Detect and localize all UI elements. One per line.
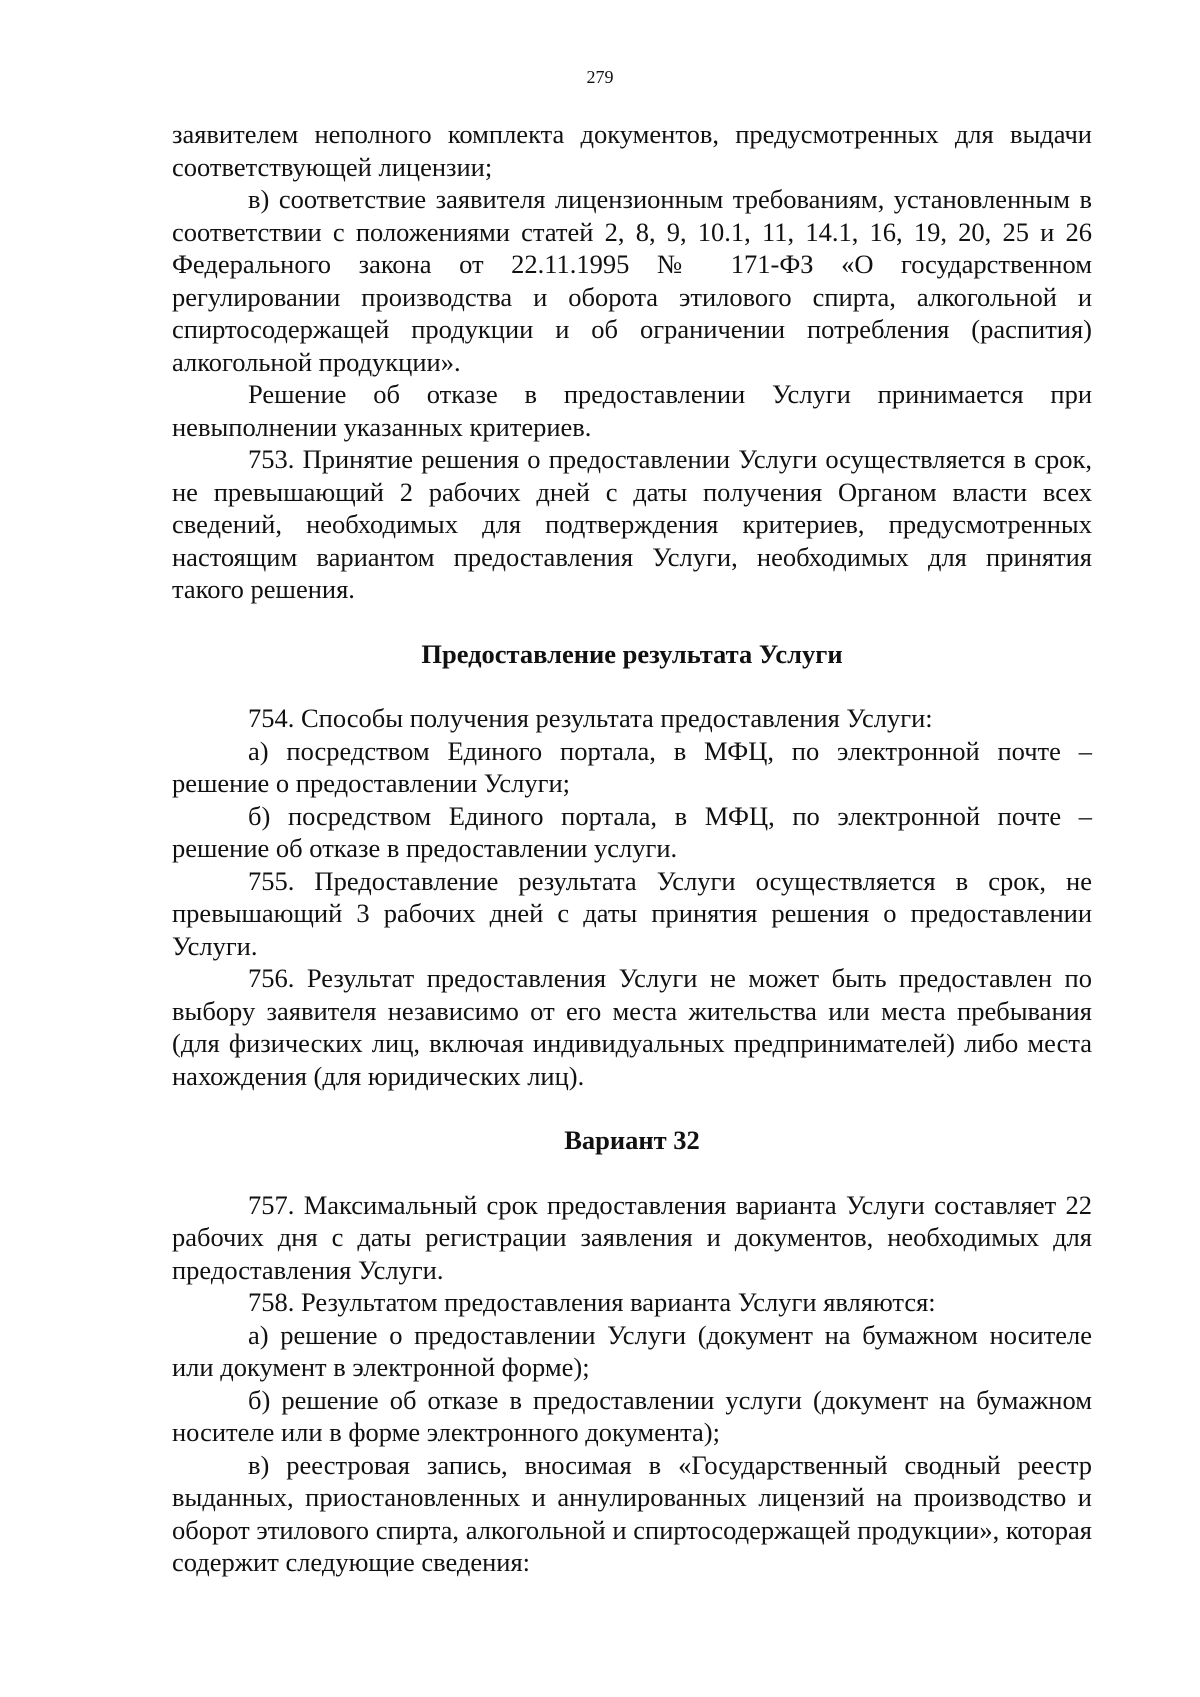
paragraph: а) решение о предоставлении Услуги (документ на бумажном носителе или документ в электронной форме); — [172, 1319, 1092, 1382]
paragraph: Решение об отказе в предоставлении Услуги принимается при невыполнении указанных критериев. — [172, 379, 1092, 442]
section-heading-result: Предоставление результата Услуги — [421, 638, 843, 669]
document-body — [172, 118, 1092, 1579]
section-heading-variant: Вариант 32 — [564, 1125, 700, 1155]
paragraph: 757. Максимальный срок предоставления варианта Услуги составляет 22 рабочих дня с даты регистрации заявления и документов, необходимых для предоставления Услуги. — [172, 1189, 1092, 1285]
paragraph: а) посредством Единого портала, в МФЦ, по электронной почте – решение о предоставлении Услуги; — [172, 735, 1092, 798]
page-number: 279 — [586, 67, 614, 87]
paragraph: заявителем неполного комплекта документов, предусмотренных для выдачи соответствующей лицензии; — [172, 119, 1092, 182]
paragraph: 758. Результатом предоставления варианта Услуги являются: — [248, 1287, 936, 1317]
paragraph: 754. Способы получения результата предоставления Услуги: — [248, 703, 933, 733]
paragraph-block-2 — [172, 702, 1092, 1092]
paragraph-block-3 — [172, 1189, 1092, 1579]
paragraph-block-1 — [172, 118, 1092, 606]
paragraph: 756. Результат предоставления Услуги не может быть предоставлен по выбору заявителя независимо от его места жительства или места пребывания (для физических лиц, включая индивидуальных предпринимателей) либо места нахождения (для юридических лиц). — [172, 963, 1092, 1091]
paragraph: в) соответствие заявителя лицензионным требованиям, установленным в соответствии с положениями статей 2, 8, 9, 10.1, 11, 14.1, 16, 19, 20, 25 и 26 Федерального закона от 22.11.1995 № 171-ФЗ «О государственном регулировании производства и оборота этилового спирта, алкогольной и спиртосодержащей продукции и об ограничении потребления (распития) алкогольной продукции». — [172, 184, 1092, 377]
paragraph: б) решение об отказе в предоставлении услуги (документ на бумажном носителе или в форме электронного документа); — [172, 1384, 1092, 1447]
paragraph: в) реестровая запись, вносимая в «Государственный сводный реестр выданных, приостановленных и аннулированных лицензий на производство и оборот этилового спирта, алкогольной и спиртосодержащей продукции», которая содержит следующие сведения: — [172, 1449, 1092, 1577]
paragraph: 755. Предоставление результата Услуги осуществляется в срок, не превышающий 3 рабочих дней с даты принятия решения о предоставлении Услуги. — [172, 865, 1092, 961]
paragraph: 753. Принятие решения о предоставлении Услуги осуществляется в срок, не превышающий 2 рабочих дней с даты получения Органом власти всех сведений, необходимых для подтверждения критериев, предусмотренных настоящим вариантом предоставления Услуги, необходимых для принятия такого решения. — [172, 444, 1092, 604]
paragraph: б) посредством Единого портала, в МФЦ, по электронной почте – решение об отказе в предоставлении услуги. — [172, 800, 1092, 863]
